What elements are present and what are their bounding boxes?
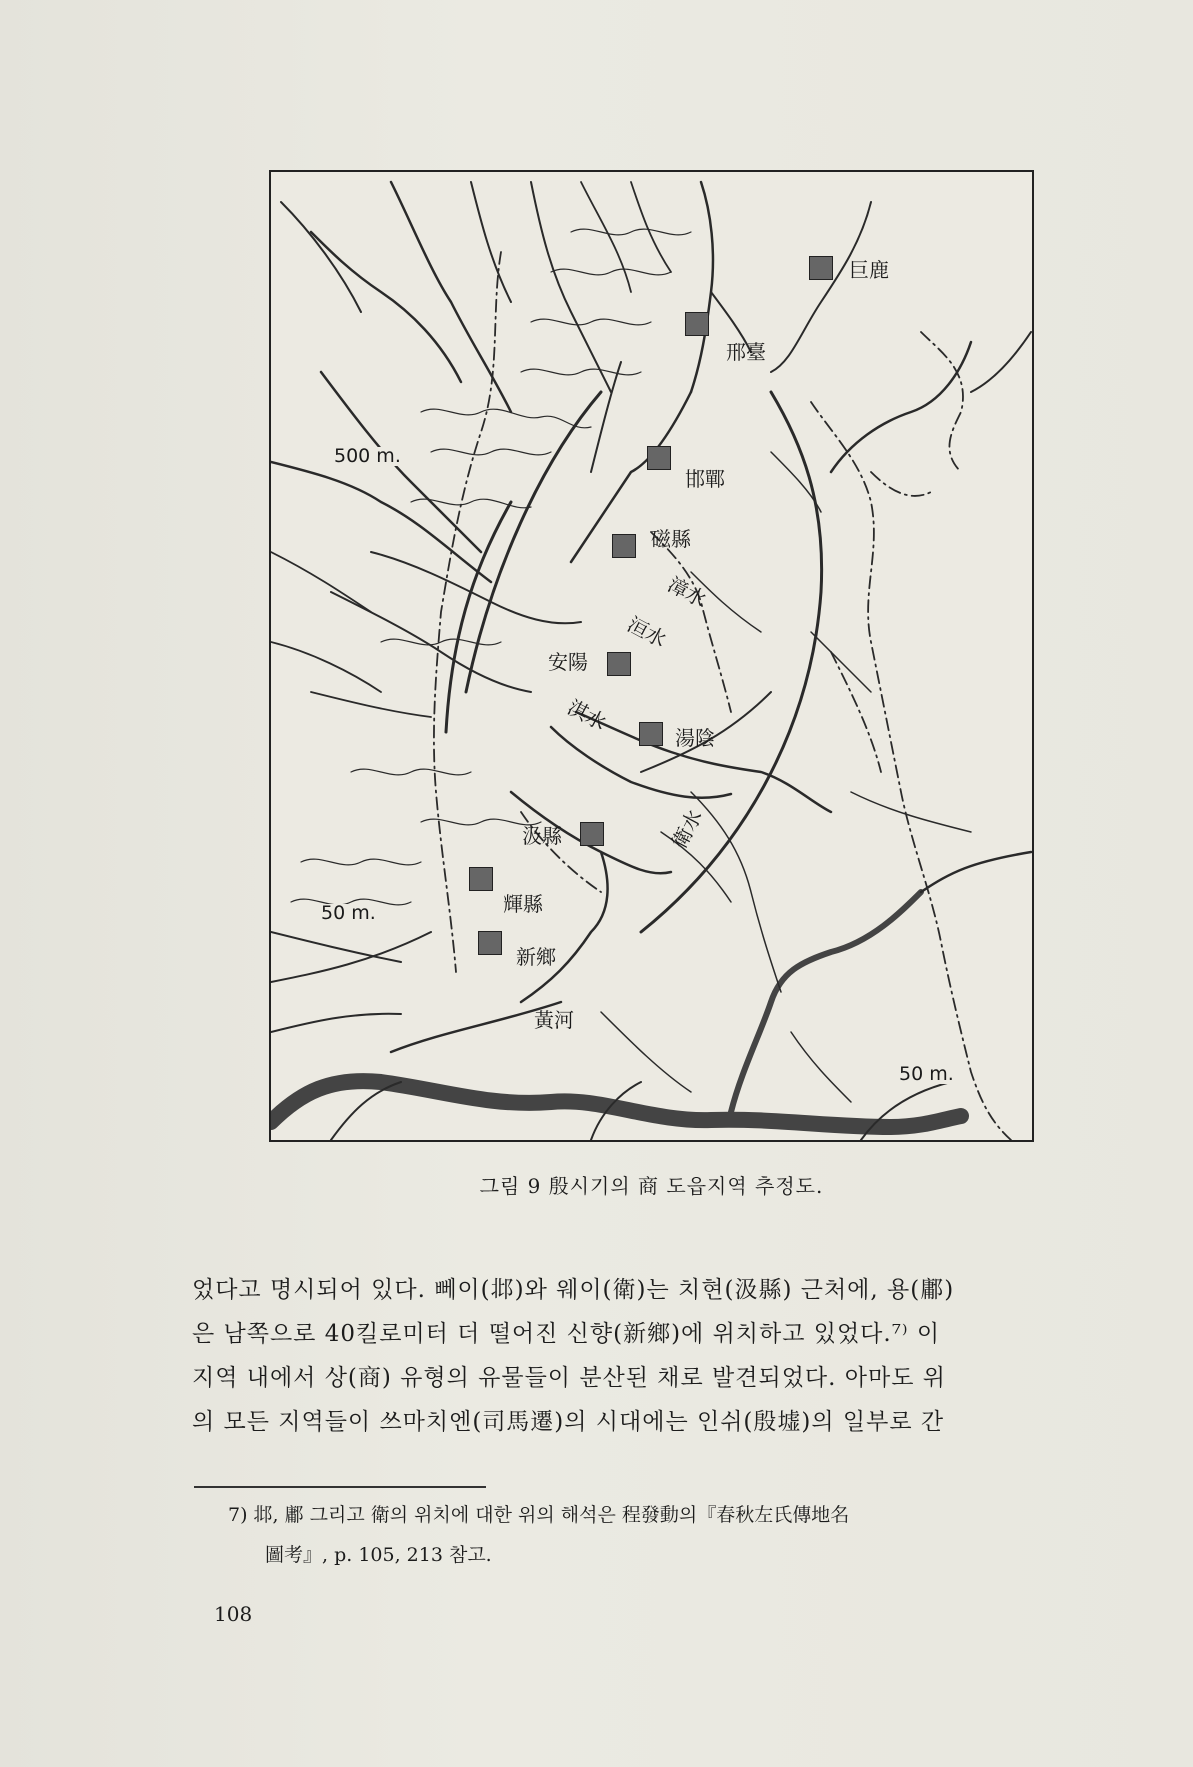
weishui-label: 衛水 (667, 805, 707, 853)
cixian-marker (612, 534, 636, 558)
body-line: 은 남쪽으로 40킬로미터 더 떨어진 신향(新鄉)에 위치하고 있었다.⁷⁾ 이 (192, 1321, 941, 1347)
contour-500-label: 500 m. (334, 445, 401, 467)
julu-label: 巨鹿 (849, 258, 889, 282)
anyang-marker (607, 652, 631, 676)
handan-marker (647, 446, 671, 470)
arc-mid (446, 502, 511, 732)
figure-caption: 그림 9 殷시기의 商 도읍지역 추정도. (479, 1174, 824, 1198)
tangyin-marker (639, 722, 663, 746)
xingtai-label: 邢臺 (726, 340, 766, 364)
map-figure (269, 170, 1034, 1142)
arc-east (641, 392, 822, 932)
footnote (228, 1495, 1128, 1575)
page-number: 108 (214, 1602, 253, 1626)
huixian-marker (469, 867, 493, 891)
jixian-label: 汲縣 (522, 824, 562, 848)
xingtai-marker (685, 312, 709, 336)
map-drawing (271, 172, 1032, 1140)
contour-50-right-label: 50 m. (899, 1063, 954, 1085)
body-line: 지역 내에서 상(商) 유형의 유물들이 분산된 채로 발견되었다. 아마도 위 (192, 1365, 946, 1391)
huanghe-label: 黃河 (534, 1008, 574, 1032)
huixian-label: 輝縣 (503, 892, 543, 916)
xinxiang-label: 新鄉 (516, 945, 556, 969)
contour-50-left-label: 50 m. (321, 902, 376, 924)
wei-river (521, 852, 608, 1002)
body-line: 었다고 명시되어 있다. 뻬이(邶)와 웨이(衛)는 치현(汲縣) 근처에, 용(鄘) (192, 1277, 955, 1303)
huanshui-label: 洹水 (623, 612, 671, 652)
handan-label: 邯鄲 (685, 467, 725, 491)
anyang-label: 安陽 (548, 650, 588, 674)
qishui-label: 淇水 (563, 695, 611, 735)
body-paragraph (192, 1268, 1120, 1444)
xinxiang-marker (478, 931, 502, 955)
cixian-label: 磁縣 (651, 527, 691, 551)
zhangshui-label: 漳水 (663, 572, 711, 612)
tangyin-label: 湯陰 (675, 726, 715, 750)
yellow-river (271, 1081, 961, 1127)
footnote-line: 圖考』, p. 105, 213 참고. (265, 1544, 492, 1566)
jixian-marker (580, 822, 604, 846)
julu-marker (809, 256, 833, 280)
arc-west (466, 392, 601, 692)
footnote-divider (194, 1486, 486, 1488)
body-line: 의 모든 지역들이 쓰마치엔(司馬遷)의 시대에는 인쉬(殷墟)의 일부로 간 (192, 1409, 945, 1435)
footnote-line: 7) 邶, 鄘 그리고 衛의 위치에 대한 위의 해석은 程發動의『春秋左氏傳地名 (228, 1504, 850, 1526)
